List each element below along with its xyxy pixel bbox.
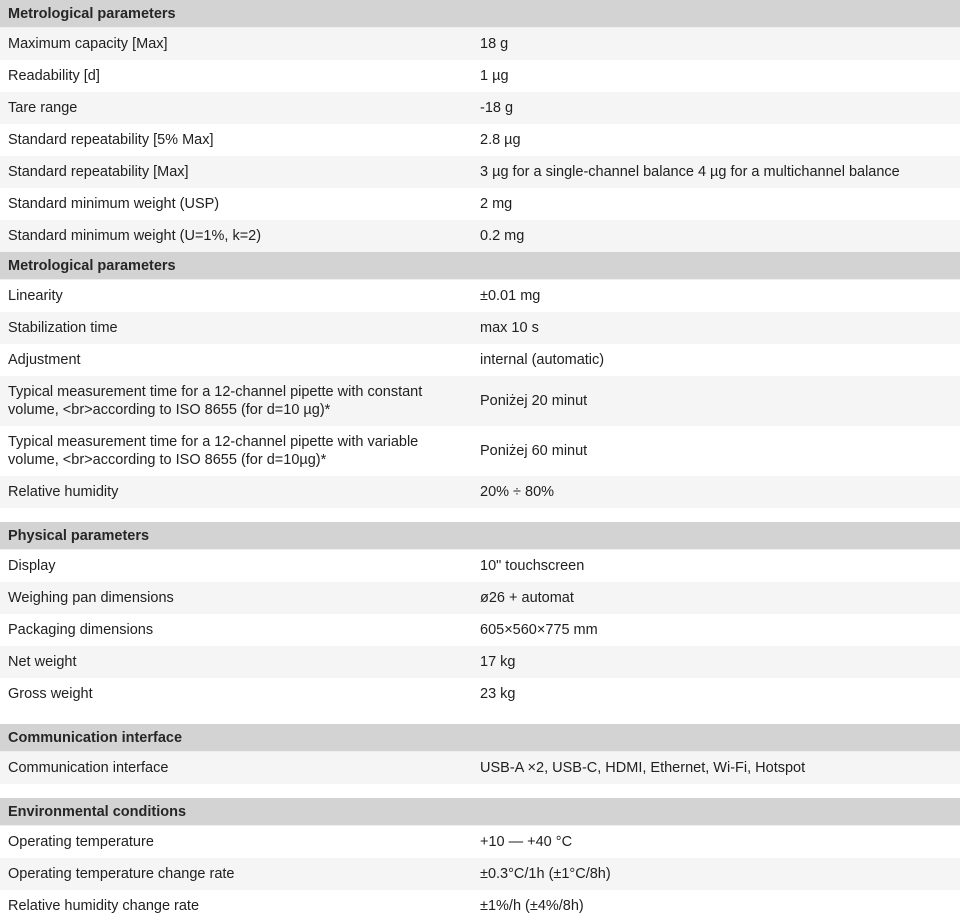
parameter-value: Poniżej 60 minut bbox=[480, 443, 588, 459]
parameter-value: ±0.3°C/1h (±1°C/8h) bbox=[480, 866, 611, 882]
table-row bbox=[0, 614, 960, 646]
parameter-value: 605×560×775 mm bbox=[480, 622, 598, 638]
parameter-label: Net weight bbox=[8, 654, 77, 670]
parameter-value: 10" touchscreen bbox=[480, 558, 585, 574]
parameter-value: max 10 s bbox=[480, 320, 539, 336]
table-row bbox=[0, 752, 960, 784]
parameter-value: 2.8 µg bbox=[480, 132, 521, 148]
parameter-value: Poniżej 20 minut bbox=[480, 393, 588, 409]
parameter-value: 0.2 mg bbox=[480, 228, 525, 244]
table-row bbox=[0, 28, 960, 60]
table-row bbox=[0, 426, 960, 476]
spec-section bbox=[0, 0, 960, 252]
section-header: Metrological parameters bbox=[0, 0, 960, 28]
table-row bbox=[0, 60, 960, 92]
parameter-label: Maximum capacity [Max] bbox=[8, 36, 168, 52]
parameter-label: Tare range bbox=[8, 100, 78, 116]
parameter-label: Communication interface bbox=[8, 760, 169, 776]
table-row bbox=[0, 826, 960, 858]
parameter-label: Adjustment bbox=[8, 352, 81, 368]
table-row bbox=[0, 858, 960, 890]
table-row bbox=[0, 156, 960, 188]
parameter-label: Standard minimum weight (U=1%, k=2) bbox=[8, 228, 262, 244]
parameter-label: Gross weight bbox=[8, 686, 93, 702]
table-row bbox=[0, 92, 960, 124]
spec-section bbox=[0, 522, 960, 710]
section-header: Physical parameters bbox=[0, 522, 960, 550]
section-header: Communication interface bbox=[0, 724, 960, 752]
table-row bbox=[0, 188, 960, 220]
spec-section bbox=[0, 798, 960, 922]
parameter-label: Typical measurement time for a 12-channel pipette with variable volume, <br>according to ISO 8655 (for d=10µg)* bbox=[8, 434, 419, 468]
table-row bbox=[0, 124, 960, 156]
parameter-value: 1 µg bbox=[480, 68, 509, 84]
parameter-value: USB-A ×2, USB-C, HDMI, Ethernet, Wi-Fi, Hotspot bbox=[480, 760, 806, 776]
parameter-label: Relative humidity bbox=[8, 484, 119, 500]
parameter-value: 2 mg bbox=[480, 196, 513, 212]
parameter-label: Relative humidity change rate bbox=[8, 898, 200, 914]
table-row bbox=[0, 550, 960, 582]
parameter-value: ±0.01 mg bbox=[480, 288, 541, 304]
parameter-value: 17 kg bbox=[480, 654, 516, 670]
parameter-label: Packaging dimensions bbox=[8, 622, 154, 638]
parameter-label: Standard repeatability [Max] bbox=[8, 164, 189, 180]
table-row bbox=[0, 582, 960, 614]
parameter-value: +10 — +40 °C bbox=[480, 834, 573, 850]
parameter-value: 18 g bbox=[480, 36, 509, 52]
spec-section bbox=[0, 724, 960, 784]
parameter-label: Standard minimum weight (USP) bbox=[8, 196, 220, 212]
parameter-value: internal (automatic) bbox=[480, 352, 605, 368]
parameter-value: ø26 + automat bbox=[480, 590, 574, 606]
parameter-value: 20% ÷ 80% bbox=[480, 484, 555, 500]
table-row bbox=[0, 280, 960, 312]
parameter-label: Typical measurement time for a 12-channel pipette with constant volume, <br>according to ISO 8655 (for d=10 µg)* bbox=[8, 384, 423, 418]
table-row bbox=[0, 312, 960, 344]
table-row bbox=[0, 678, 960, 710]
table-row bbox=[0, 344, 960, 376]
spec-section bbox=[0, 252, 960, 508]
parameter-value: 3 µg for a single-channel balance 4 µg for a multichannel balance bbox=[480, 164, 900, 180]
table-row bbox=[0, 646, 960, 678]
parameter-value: 23 kg bbox=[480, 686, 516, 702]
parameter-label: Operating temperature bbox=[8, 834, 154, 850]
parameter-label: Standard repeatability [5% Max] bbox=[8, 132, 214, 148]
parameter-value: ±1%/h (±4%/8h) bbox=[480, 898, 584, 914]
table-row bbox=[0, 476, 960, 508]
parameter-label: Stabilization time bbox=[8, 320, 118, 336]
table-row bbox=[0, 220, 960, 252]
parameter-label: Display bbox=[8, 558, 56, 574]
section-header: Metrological parameters bbox=[0, 252, 960, 280]
parameter-label: Readability [d] bbox=[8, 68, 100, 84]
section-header: Environmental conditions bbox=[0, 798, 960, 826]
parameter-label: Operating temperature change rate bbox=[8, 866, 235, 882]
parameter-label: Linearity bbox=[8, 288, 63, 304]
parameter-value: -18 g bbox=[480, 100, 514, 116]
table-row bbox=[0, 890, 960, 922]
table-row bbox=[0, 376, 960, 426]
parameter-label: Weighing pan dimensions bbox=[8, 590, 174, 606]
